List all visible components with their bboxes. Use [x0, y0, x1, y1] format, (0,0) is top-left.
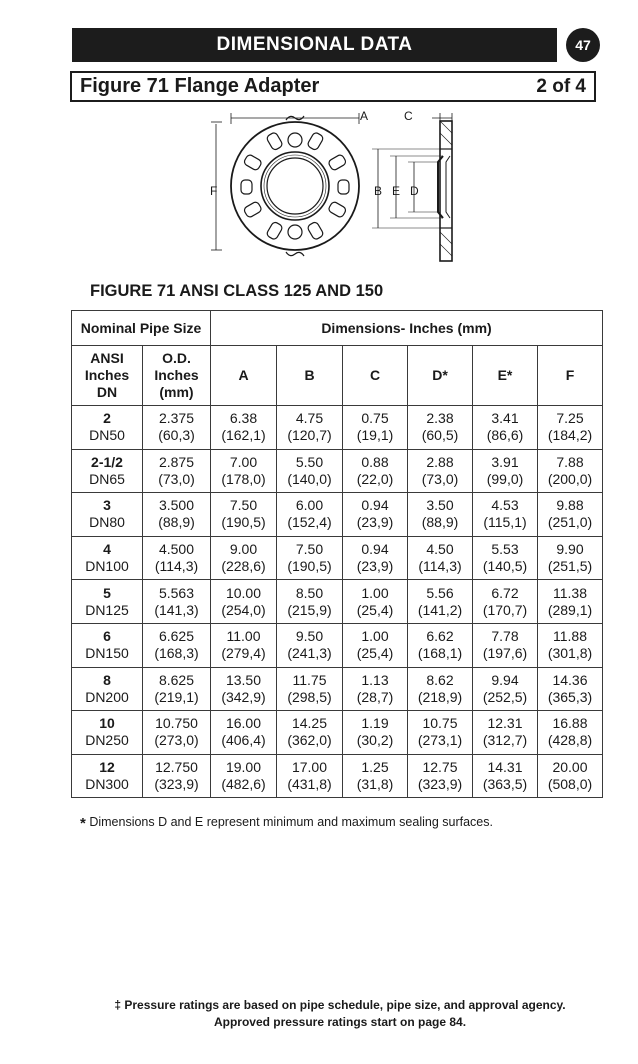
top-lug [288, 133, 302, 147]
value-mm: (190,5) [287, 558, 332, 575]
value-inches: 9.50 [295, 628, 324, 645]
value-inches: 1.00 [361, 584, 389, 601]
table-heading: FIGURE 71 ANSI CLASS 125 AND 150 [90, 282, 384, 300]
value-inches: 2.375 [158, 410, 195, 427]
cell-od [143, 711, 211, 755]
table-row [72, 536, 603, 580]
cell-c [343, 667, 408, 711]
value-inches: 4.53 [491, 497, 519, 514]
od-header-line1: O.D. [162, 350, 191, 366]
value-inches: 8.625 [158, 671, 195, 688]
value-mm: (178,0) [221, 470, 266, 487]
pressure-note-line1: ‡ Pressure ratings are based on pipe schedule, pipe size, and approval agency. [114, 998, 566, 1012]
cell-d [408, 623, 473, 667]
value-inches: 4.50 [426, 541, 454, 558]
label-c: C [404, 109, 413, 123]
value-inches: 7.78 [491, 628, 519, 645]
cell-c [343, 536, 408, 580]
value-inches: 17.00 [291, 759, 328, 776]
cell-b [277, 711, 343, 755]
cell-od [143, 667, 211, 711]
value-inches: 11.00 [226, 628, 261, 645]
value-mm: (312,7) [482, 732, 528, 749]
value-inches: 6.00 [295, 497, 324, 514]
pipe-size: 4 [103, 541, 111, 558]
pipe-dn: DN250 [85, 732, 129, 749]
cell-a [211, 493, 277, 537]
value-mm: (406,4) [221, 732, 266, 749]
cell-a [211, 754, 277, 798]
value-mm: (342,9) [221, 688, 266, 705]
value-mm: (25,4) [356, 645, 394, 662]
cell-c [343, 449, 408, 493]
pipe-size-cell [72, 580, 143, 624]
cell-f [538, 623, 603, 667]
od-header-line3: (mm) [159, 384, 194, 400]
cell-d [408, 754, 473, 798]
pipe-size-cell [72, 406, 143, 450]
cell-od [143, 406, 211, 450]
cell-d [408, 536, 473, 580]
value-mm: (190,5) [221, 514, 266, 531]
value-mm: (60,3) [158, 427, 195, 444]
value-mm: (60,5) [421, 427, 459, 444]
pipe-dn: DN300 [85, 776, 129, 793]
pipe-size-cell [72, 711, 143, 755]
cell-a [211, 406, 277, 450]
table-row [72, 623, 603, 667]
value-mm: (141,2) [417, 601, 463, 618]
value-mm: (19,1) [356, 427, 394, 444]
cell-e [473, 754, 538, 798]
value-inches: 2.875 [158, 453, 195, 470]
value-inches: 11.88 [553, 628, 587, 645]
cell-b [277, 623, 343, 667]
value-mm: (428,8) [547, 732, 593, 749]
value-inches: 6.62 [426, 628, 454, 645]
pressure-rating-note [40, 997, 638, 1031]
col-c-header: C [343, 346, 408, 406]
value-mm: (251,0) [547, 514, 593, 531]
pipe-size: 8 [103, 671, 111, 688]
cell-a [211, 667, 277, 711]
value-inches: 6.38 [229, 410, 258, 427]
cell-a [211, 623, 277, 667]
pipe-size-cell [72, 754, 143, 798]
col-a-header: A [211, 346, 277, 406]
value-mm: (252,5) [482, 688, 528, 705]
pipe-size: 3 [103, 497, 111, 514]
value-mm: (114,3) [154, 558, 199, 575]
value-inches: 16.00 [225, 715, 262, 732]
dimensions-table [71, 310, 603, 798]
nominal-pipe-size-header: Nominal Pipe Size [72, 311, 211, 346]
cell-f [538, 580, 603, 624]
cell-e [473, 449, 538, 493]
cell-b [277, 667, 343, 711]
value-mm: (219,1) [154, 688, 199, 705]
value-inches: 10.00 [225, 584, 262, 601]
figure-title-box [70, 71, 596, 102]
page-number: 47 [575, 37, 591, 53]
value-mm: (23,9) [356, 558, 394, 575]
dimension-footnote [80, 815, 493, 832]
value-mm: (168,3) [154, 645, 199, 662]
pipe-size: 5 [103, 584, 111, 601]
pipe-dn: DN100 [85, 558, 129, 575]
value-mm: (162,1) [221, 427, 266, 444]
flange-outer-ring [231, 122, 359, 250]
value-inches: 12.750 [155, 759, 198, 776]
cell-e [473, 406, 538, 450]
pipe-size: 2-1/2 [91, 453, 123, 470]
flange-bore-outer [261, 152, 329, 220]
value-inches: 11.38 [553, 584, 587, 601]
value-inches: 10.750 [155, 715, 198, 732]
value-inches: 1.00 [361, 628, 389, 645]
value-mm: (241,3) [287, 645, 332, 662]
value-inches: 3.41 [491, 410, 519, 427]
cell-d [408, 449, 473, 493]
value-inches: 5.53 [491, 541, 519, 558]
cell-f [538, 667, 603, 711]
ansi-header [72, 346, 143, 406]
cell-od [143, 536, 211, 580]
bottom-lug [288, 225, 302, 239]
value-mm: (301,8) [547, 645, 593, 662]
pipe-dn: DN200 [85, 688, 129, 705]
value-mm: (323,9) [417, 776, 463, 793]
value-inches: 14.25 [291, 715, 328, 732]
cell-b [277, 754, 343, 798]
value-inches: 7.00 [229, 453, 258, 470]
value-inches: 6.625 [158, 628, 195, 645]
value-inches: 10.75 [422, 715, 458, 732]
value-mm: (152,4) [287, 514, 332, 531]
value-inches: 14.31 [487, 759, 523, 776]
value-inches: 6.72 [491, 584, 519, 601]
pipe-dn: DN150 [85, 645, 129, 662]
value-inches: 13.50 [225, 671, 262, 688]
value-mm: (73,0) [421, 470, 459, 487]
cell-b [277, 580, 343, 624]
value-inches: 3.500 [158, 497, 195, 514]
cell-d [408, 406, 473, 450]
od-header-line2: Inches [154, 367, 199, 383]
value-inches: 0.75 [361, 410, 389, 427]
pipe-size-cell [72, 449, 143, 493]
value-mm: (218,9) [417, 688, 463, 705]
value-inches: 7.25 [556, 410, 584, 427]
pressure-note-line2: Approved pressure ratings start on page 84. [213, 1015, 467, 1029]
table-row [72, 754, 603, 798]
part-indicator: 2 of 4 [536, 75, 586, 97]
cell-d [408, 493, 473, 537]
cell-c [343, 623, 408, 667]
cell-b [277, 449, 343, 493]
value-mm: (115,1) [483, 514, 527, 531]
flange-bore-inner [267, 158, 323, 214]
value-inches: 1.25 [361, 759, 389, 776]
value-mm: (200,0) [547, 470, 593, 487]
value-mm: (86,6) [486, 427, 524, 444]
value-mm: (482,6) [221, 776, 266, 793]
value-mm: (120,7) [287, 427, 332, 444]
value-inches: 7.50 [295, 541, 324, 558]
value-inches: 12.75 [422, 759, 458, 776]
pipe-size-cell [72, 493, 143, 537]
value-mm: (88,9) [421, 514, 459, 531]
footnote-symbol: * [80, 815, 86, 832]
value-mm: (25,4) [356, 601, 394, 618]
col-b-header: B [277, 346, 343, 406]
cell-e [473, 580, 538, 624]
cell-a [211, 536, 277, 580]
value-inches: 12.31 [487, 715, 523, 732]
pipe-size: 10 [99, 715, 115, 732]
value-mm: (73,0) [158, 470, 195, 487]
value-inches: 2.88 [426, 453, 454, 470]
value-inches: 3.91 [491, 453, 519, 470]
value-mm: (140,5) [482, 558, 528, 575]
value-mm: (170,7) [482, 601, 528, 618]
cell-d [408, 711, 473, 755]
cell-od [143, 754, 211, 798]
value-inches: 4.500 [158, 541, 195, 558]
cell-f [538, 493, 603, 537]
cell-a [211, 449, 277, 493]
pipe-dn: DN65 [89, 470, 125, 487]
value-mm: (215,9) [287, 601, 332, 618]
cell-e [473, 536, 538, 580]
label-e: E [392, 184, 401, 198]
value-mm: (323,9) [154, 776, 199, 793]
table-row [72, 449, 603, 493]
ansi-header-line3: DN [96, 384, 118, 400]
value-mm: (279,4) [221, 645, 266, 662]
table-row [72, 667, 603, 711]
pipe-dn: DN125 [85, 601, 129, 618]
od-header [143, 346, 211, 406]
value-mm: (431,8) [287, 776, 332, 793]
value-inches: 9.88 [556, 497, 584, 514]
cell-b [277, 536, 343, 580]
label-d: D [410, 184, 419, 198]
value-mm: (88,9) [158, 514, 195, 531]
value-mm: (228,6) [221, 558, 266, 575]
label-b: B [374, 184, 383, 198]
cell-c [343, 406, 408, 450]
cell-f [538, 406, 603, 450]
value-inches: 0.88 [361, 453, 389, 470]
value-inches: 0.94 [361, 497, 389, 514]
cell-c [343, 493, 408, 537]
table-row [72, 580, 603, 624]
value-inches: 8.62 [426, 671, 454, 688]
value-inches: 9.00 [229, 541, 258, 558]
value-mm: (99,0) [486, 470, 524, 487]
value-mm: (197,6) [482, 645, 528, 662]
ansi-header-line2: Inches [84, 367, 130, 383]
section-title-bar [72, 28, 557, 62]
value-inches: 5.563 [158, 584, 195, 601]
cell-c [343, 580, 408, 624]
cell-e [473, 711, 538, 755]
value-inches: 5.50 [295, 453, 324, 470]
pipe-size-cell [72, 536, 143, 580]
page-number-badge [566, 28, 600, 62]
cell-c [343, 711, 408, 755]
table-row [72, 493, 603, 537]
value-inches: 11.75 [292, 671, 327, 688]
value-inches: 7.88 [556, 453, 584, 470]
value-mm: (273,1) [417, 732, 463, 749]
value-inches: 8.50 [295, 584, 324, 601]
cell-a [211, 580, 277, 624]
value-mm: (22,0) [356, 470, 394, 487]
value-mm: (30,2) [356, 732, 394, 749]
value-inches: 1.13 [361, 671, 389, 688]
cell-e [473, 667, 538, 711]
value-mm: (363,5) [482, 776, 528, 793]
value-inches: 9.90 [556, 541, 584, 558]
cell-od [143, 493, 211, 537]
value-mm: (362,0) [287, 732, 332, 749]
cell-e [473, 493, 538, 537]
pipe-size: 6 [103, 628, 111, 645]
label-a: A [360, 109, 369, 123]
cell-od [143, 449, 211, 493]
value-mm: (298,5) [287, 688, 332, 705]
label-f: F [210, 184, 218, 198]
value-mm: (273,0) [154, 732, 199, 749]
col-f-header: F [538, 346, 603, 406]
value-mm: (251,5) [547, 558, 593, 575]
pipe-size: 2 [103, 410, 111, 427]
pipe-dn: DN80 [89, 514, 125, 531]
value-inches: 1.19 [361, 715, 389, 732]
cell-f [538, 711, 603, 755]
cell-d [408, 667, 473, 711]
value-mm: (508,0) [547, 776, 593, 793]
value-inches: 19.00 [225, 759, 262, 776]
cell-f [538, 754, 603, 798]
footnote-text: Dimensions D and E represent minimum and maximum sealing surfaces. [89, 815, 493, 829]
figure-title: Figure 71 Flange Adapter [80, 75, 320, 97]
cell-f [538, 449, 603, 493]
value-mm: (168,1) [417, 645, 463, 662]
value-mm: (114,3) [418, 558, 462, 575]
section-title: DIMENSIONAL DATA [216, 34, 413, 55]
col-e-header: E* [473, 346, 538, 406]
dimensions-header: Dimensions- Inches (mm) [211, 311, 603, 346]
value-inches: 5.56 [426, 584, 454, 601]
flange-adapter-drawing [200, 104, 470, 264]
value-mm: (23,9) [356, 514, 394, 531]
cell-b [277, 493, 343, 537]
col-d-header: D* [408, 346, 473, 406]
value-mm: (184,2) [547, 427, 593, 444]
pipe-size: 12 [99, 759, 115, 776]
cell-f [538, 536, 603, 580]
value-inches: 4.75 [295, 410, 324, 427]
pipe-dn: DN50 [89, 427, 125, 444]
bolt-slots [241, 132, 349, 241]
cell-od [143, 580, 211, 624]
value-mm: (365,3) [547, 688, 593, 705]
table-row [72, 711, 603, 755]
cell-b [277, 406, 343, 450]
cell-e [473, 623, 538, 667]
value-inches: 3.50 [426, 497, 454, 514]
cell-od [143, 623, 211, 667]
value-inches: 14.36 [552, 671, 588, 688]
value-inches: 0.94 [361, 541, 389, 558]
value-mm: (141,3) [154, 601, 199, 618]
value-mm: (140,0) [287, 470, 332, 487]
pipe-size-cell [72, 667, 143, 711]
table-row [72, 406, 603, 450]
value-mm: (28,7) [356, 688, 394, 705]
value-inches: 2.38 [426, 410, 454, 427]
ansi-header-line1: ANSI [90, 350, 124, 366]
cell-a [211, 711, 277, 755]
value-mm: (31,8) [356, 776, 394, 793]
cell-d [408, 580, 473, 624]
value-inches: 7.50 [229, 497, 258, 514]
value-mm: (289,1) [547, 601, 593, 618]
cell-c [343, 754, 408, 798]
value-inches: 9.94 [491, 671, 519, 688]
pipe-size-cell [72, 623, 143, 667]
value-inches: 16.88 [552, 715, 588, 732]
value-mm: (254,0) [221, 601, 266, 618]
value-inches: 20.00 [552, 759, 588, 776]
